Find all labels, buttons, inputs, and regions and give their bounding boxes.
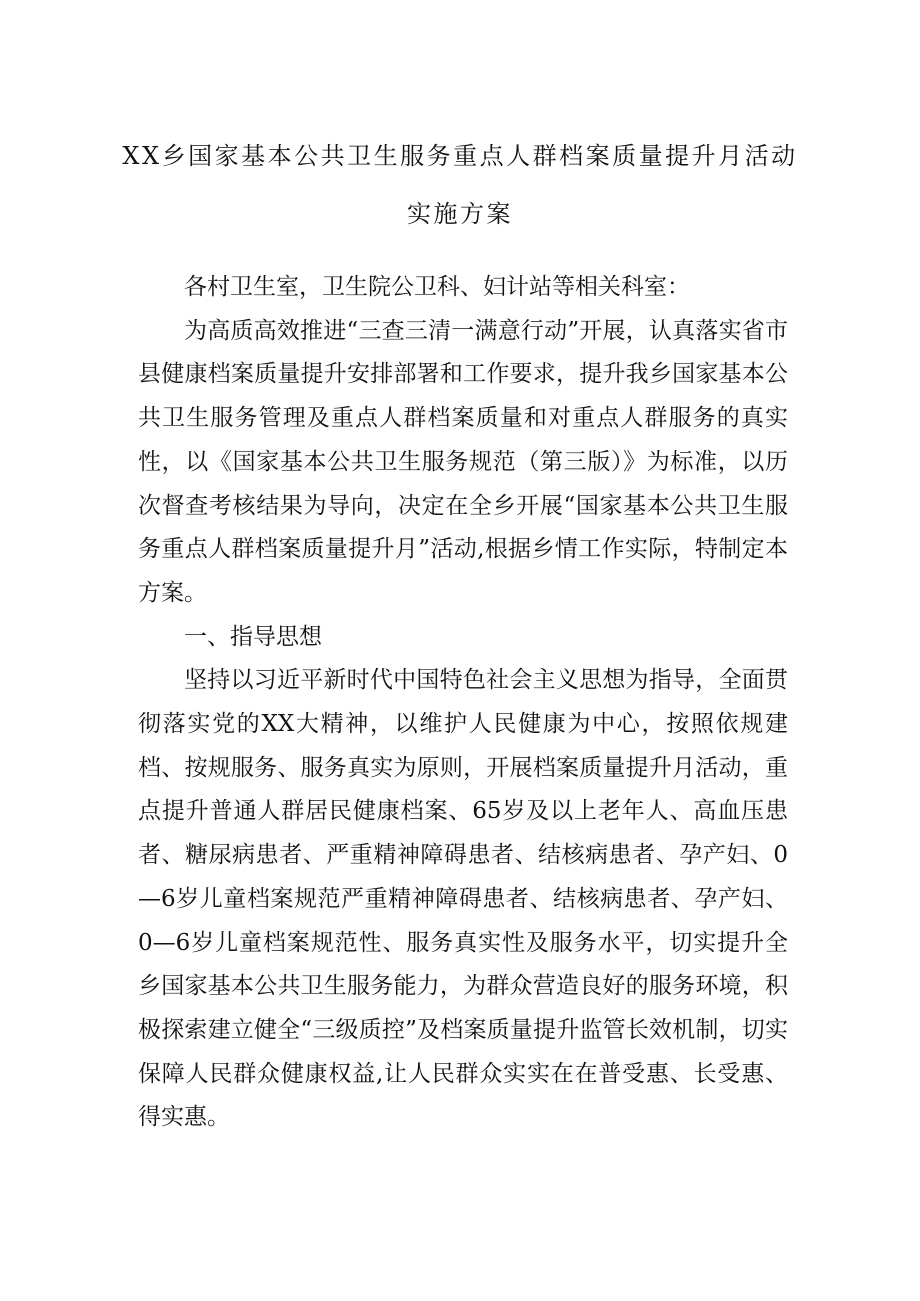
document-title-line-1: XX乡国家基本公共卫生服务重点人群档案质量提升月活动 [122, 142, 798, 170]
guiding-ideology-paragraph: 坚持以习近平新时代中国特色社会主义思想为指导，全面贯彻落实党的XX大精神，以维护人民健康为中心，按照依规建档、按规服务、服务真实为原则，开展档案质量提升月活动，重点提升普通人群居民健康档案、65岁及以上老年人、高血压患者、糖尿病患者、严重精神障碍患者、结核病患者、孕产妇、0—6岁儿童档案规范严重精神障碍患者、结核病患者、孕产妇、0—6岁儿童档案规范性、服务真实性及服务水平，切实提升全乡国家基本公共卫生服务能力，为群众营造良好的服务环境，积极探索建立健全“三级质控”及档案质量提升监管长效机制，切实保障人民群众健康权益,让人民群众实实在在普受惠、长受惠、得实惠。 [138, 667, 788, 1131]
document-body [138, 266, 788, 1140]
intro-paragraph: 为高质高效推进“三查三清一满意行动”开展，认真落实省市县健康档案质量提升安排部署和工作要求，提升我乡国家基本公共卫生服务管理及重点人群档案质量和对重点人群服务的真实性，以《国家基本公共卫生服务规范（第三版）》为标准，以历次督查考核结果为导向，决定在全乡开展“国家基本公共卫生服务重点人群档案质量提升月”活动,根据乡情工作实际，特制定本方案。 [138, 317, 788, 606]
salutation: 各村卫生室，卫生院公卫科、妇计站等相关科室： [184, 274, 690, 300]
section-heading-guiding-ideology: 一、指导思想 [184, 623, 322, 650]
document-title-line-2: 实施方案 [407, 200, 513, 228]
